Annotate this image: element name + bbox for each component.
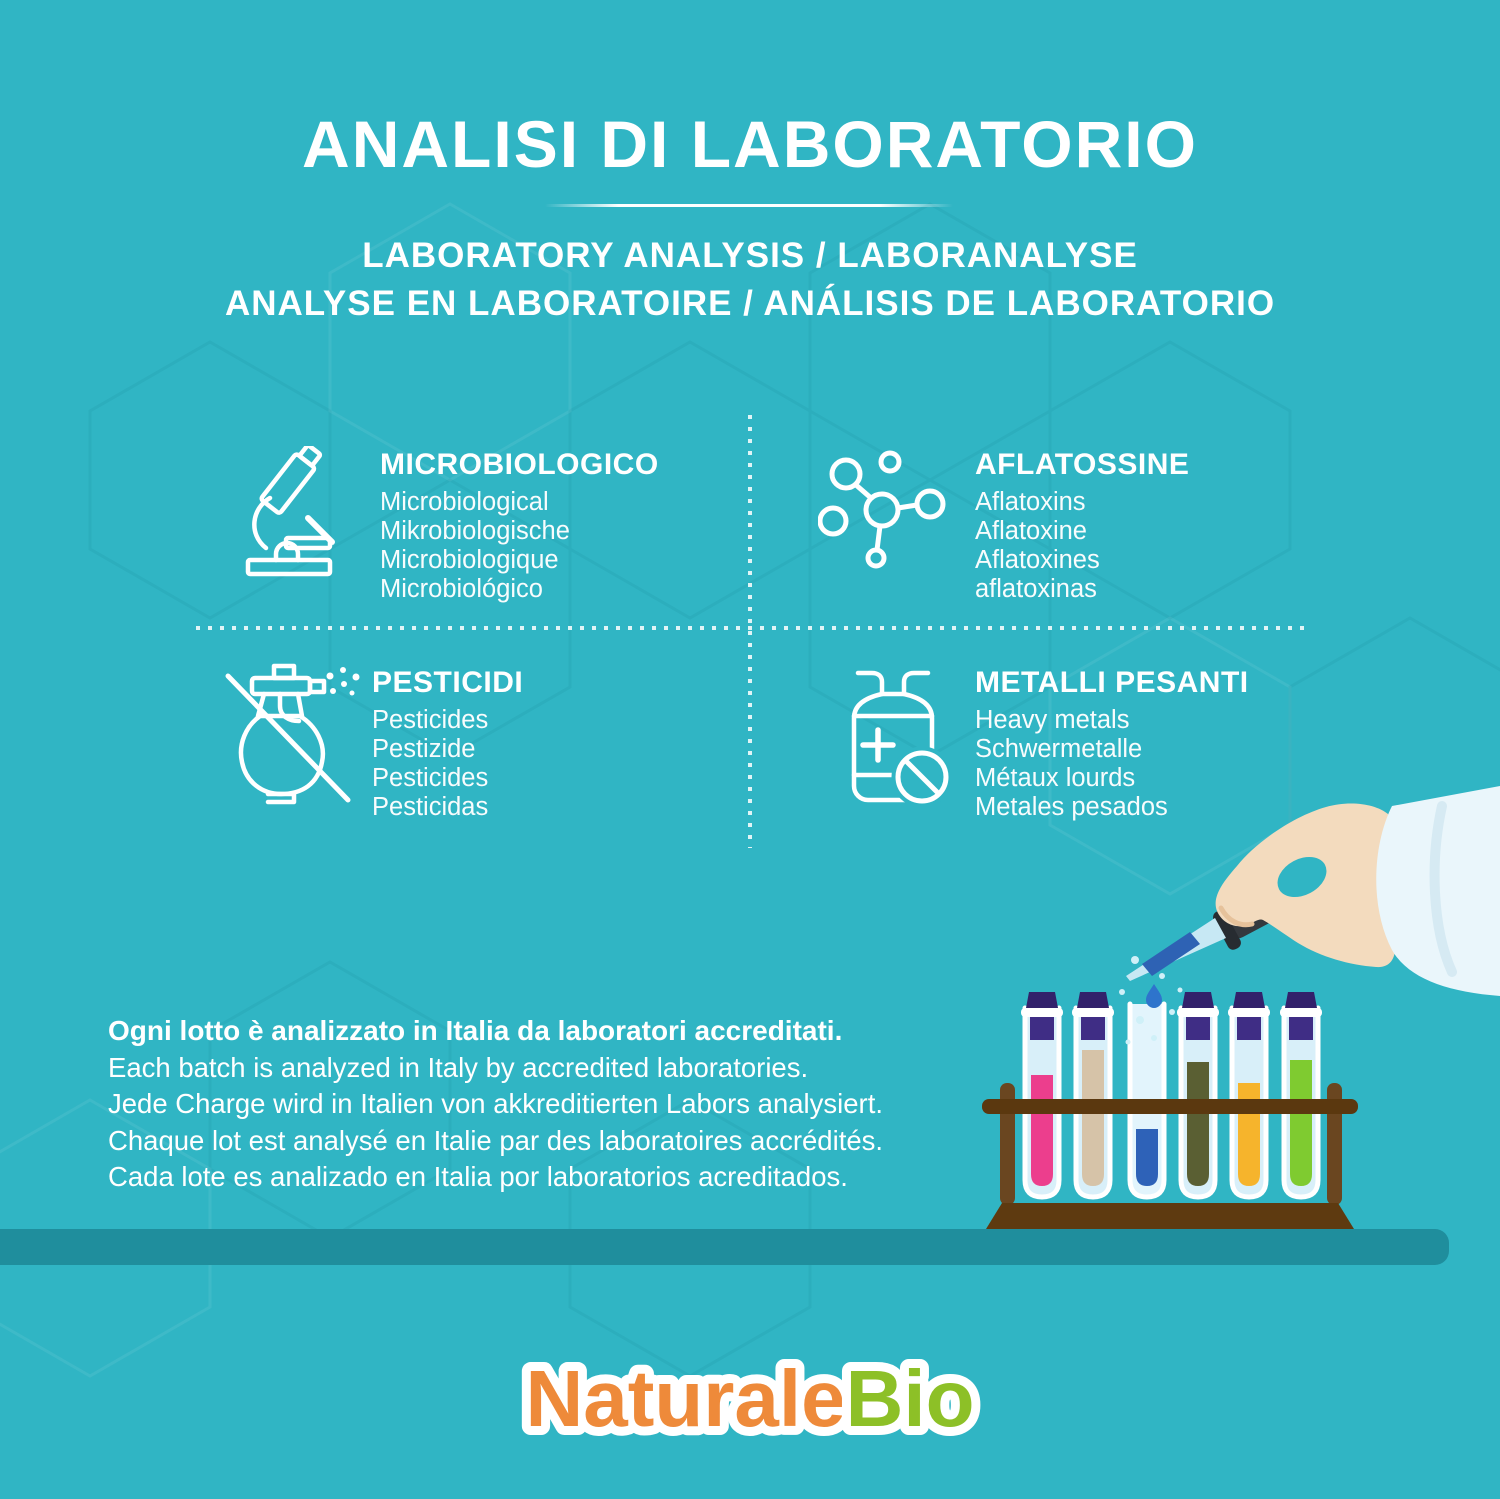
- molecule-icon: [818, 448, 956, 580]
- accreditation-note-line: Chaque lot est analysé en Italie par des laboratoires accrédités.: [108, 1124, 884, 1156]
- no-pesticides-spray-icon: [218, 662, 368, 810]
- quadrant-item: Pesticides: [372, 706, 489, 734]
- logo-part-naturale: Naturale: [525, 1354, 846, 1443]
- quadrant-item: Microbiologique: [380, 546, 559, 574]
- quadrant-item: Aflatoxine: [975, 517, 1087, 545]
- quadrant-title: METALLI PESANTI: [975, 666, 1249, 699]
- hand-dropper-test-tubes-illustration: [940, 780, 1500, 1290]
- naturalebio-logo: [370, 1338, 1130, 1458]
- accreditation-note-italian: Ogni lotto è analizzato in Italia da laboratori accreditati.: [108, 1015, 843, 1046]
- quadrant-item: Pesticides: [372, 764, 489, 792]
- quadrant-item: Microbiológico: [380, 575, 543, 603]
- microscope-icon: [236, 446, 344, 588]
- accreditation-note: [108, 1013, 928, 1196]
- logo-text: [526, 1354, 975, 1443]
- quadrant-item: Aflatoxines: [975, 546, 1100, 574]
- quadrant-title: AFLATOSSINE: [975, 448, 1190, 481]
- quadrant-title: PESTICIDI: [372, 666, 524, 699]
- quadrant-item: aflatoxinas: [975, 575, 1097, 603]
- accreditation-note-line: Jede Charge wird in Italien von akkreditierten Labors analysiert.: [108, 1088, 883, 1119]
- lab-coat-sleeve: [1376, 786, 1500, 996]
- accreditation-note-line: Cada lote es analizado en Italia por laboratorios acreditados.: [108, 1161, 848, 1192]
- title-divider: [545, 204, 953, 207]
- quadrant-title: MICROBIOLOGICO: [380, 448, 659, 481]
- page-title: ANALISI DI LABORATORIO: [302, 107, 1198, 181]
- quadrant-aflatossine: [975, 448, 1500, 604]
- logo-part-bio: Bio: [845, 1354, 975, 1443]
- quadrant-item: Heavy metals: [975, 706, 1130, 734]
- accreditation-note-line: Each batch is analyzed in Italy by accredited laboratories.: [108, 1051, 809, 1083]
- quadrant-item: Métaux lourds: [975, 764, 1136, 792]
- quadrant-item: Microbiological: [380, 488, 549, 516]
- subtitle-en-de: LABORATORY ANALYSIS / LABORANALYSE: [362, 236, 1138, 275]
- hand: [1216, 803, 1396, 967]
- quadrant-item: Schwermetalle: [975, 735, 1143, 763]
- no-heavy-metals-bottle-icon: [836, 662, 950, 804]
- quadrant-item: Aflatoxins: [975, 488, 1086, 516]
- subtitle-fr-es: ANALYSE EN LABORATOIRE / ANÁLISIS DE LABORATORIO: [224, 284, 1276, 323]
- quadrant-item: Mikrobiologische: [380, 517, 570, 545]
- quadrant-item: Metales pesados: [975, 793, 1168, 821]
- test-tubes: [1021, 992, 1322, 1197]
- quadrant-item: Pesticidas: [372, 793, 489, 821]
- quadrant-item: Pestizide: [372, 735, 476, 763]
- tube-stoppers: [1021, 992, 1322, 1040]
